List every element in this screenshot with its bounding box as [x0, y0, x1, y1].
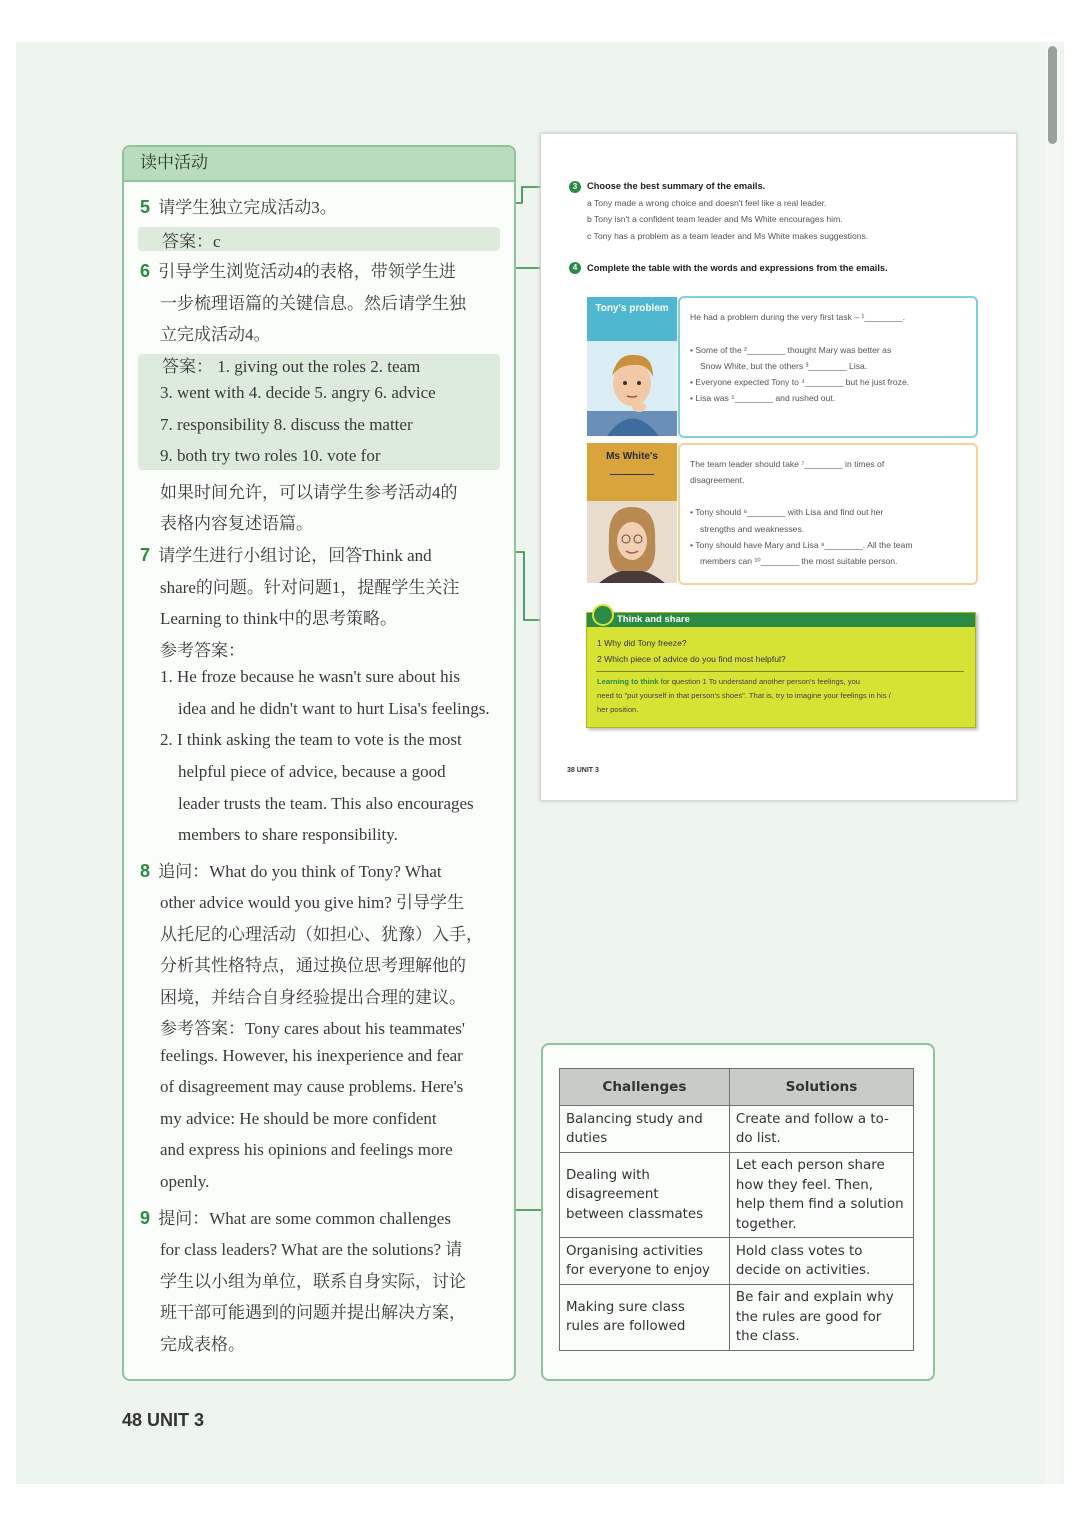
ms-white-photo	[587, 501, 677, 583]
challenges-solutions-table	[559, 1068, 914, 1351]
table-row	[560, 1238, 914, 1285]
item-6-answer-1: 答案： 1. giving out the roles 2. team	[162, 357, 421, 376]
item-7-answer-1: 1. He froze because he wasn't sure about his	[160, 667, 460, 686]
item-6-extra-2: 表格内容复述语篇。	[160, 514, 313, 533]
learning-to-think-line-1	[597, 677, 860, 686]
cell-line: Create and follow a to-	[735, 1111, 889, 1127]
tony-line-1: He had a problem during the very first task – ¹________.	[690, 312, 905, 322]
item-8-line-8: of disagreement may cause problems. Here's	[160, 1077, 464, 1096]
cell-line: the class.	[735, 1329, 800, 1344]
question-4-title: Complete the table with the words and expressions from the emails.	[587, 263, 888, 273]
think-question-2: 2 Which piece of advice do you find most helpful?	[597, 654, 786, 664]
woman-portrait-icon	[587, 501, 677, 583]
cell-line: decide on activities.	[735, 1263, 871, 1278]
blank-line	[610, 468, 654, 475]
question-3-badge: 3	[569, 181, 581, 193]
cell-line: disagreement	[566, 1187, 659, 1203]
item-6-answer-4: 9. both try two roles 10. vote for	[160, 446, 381, 465]
question-3-option-b: b Tony isn't a confident team leader and Ms White encourages him.	[587, 214, 843, 224]
tony-problem-label: Tony's problem	[587, 297, 677, 341]
ms-white-label-text: Ms White's	[606, 451, 658, 462]
solution-cell	[729, 1238, 913, 1285]
item-9-line-2: for class leaders? What are the solutions? 请	[160, 1240, 463, 1259]
item-5-answer: 答案：c	[162, 232, 221, 251]
question-4-badge: 4	[569, 262, 581, 274]
item-number: 7	[140, 545, 151, 565]
cell-line: Hold class votes to	[735, 1243, 863, 1259]
item-6-extra-1: 如果时间允许，可以请学生参考活动4的	[160, 483, 458, 502]
ms-white-label	[587, 443, 677, 501]
table-header-row	[560, 1069, 914, 1106]
item-8-line-3: 从托尼的心理活动（如担心、犹豫）入手，	[160, 925, 483, 944]
white-line-6: members can ¹⁰________ the most suitable person.	[700, 556, 898, 566]
item-6-answer-3: 7. responsibility 8. discuss the matter	[160, 415, 413, 434]
column-header-challenges: Challenges	[560, 1069, 730, 1106]
item-7-answer-2: idea and he didn't want to hurt Lisa's feelings.	[178, 699, 490, 718]
cell-line: help them find a solution	[735, 1197, 904, 1212]
question-3-option-a: a Tony made a wrong choice and doesn't feel like a real leader.	[587, 198, 827, 208]
item-8-line-1	[140, 857, 442, 882]
column-header-solutions: Solutions	[729, 1069, 913, 1106]
item-9-line-1	[140, 1204, 451, 1229]
item-7-line-2: share的问题。针对问题1，提醒学生关注	[160, 578, 460, 597]
item-7-answer-3: 2. I think asking the team to vote is the most	[160, 730, 462, 749]
learning-to-think-line-2: need to "put yourself in that person's shoes". That is, try to imagine your feelings in his /	[597, 691, 891, 700]
item-8-line-6: 参考答案：Tony cares about his teammates'	[160, 1019, 465, 1038]
item-9-line-4: 班干部可能遇到的问题并提出解决方案，	[160, 1303, 466, 1322]
page-footer: 48 UNIT 3	[122, 1410, 205, 1430]
table-row	[560, 1285, 914, 1351]
item-8-line-10: and express his opinions and feelings more	[160, 1140, 453, 1159]
think-question-1: 1 Why did Tony freeze?	[597, 638, 687, 648]
cell-line: between classmates	[566, 1206, 704, 1222]
solution-cell	[729, 1106, 913, 1153]
item-text: 请学生独立完成活动3。	[158, 198, 337, 217]
tony-line-4: • Everyone expected Tony to ⁴________ but he just froze.	[690, 377, 910, 387]
cell-line: duties	[566, 1131, 608, 1146]
item-7-answer-4: helpful piece of advice, because a good	[178, 762, 446, 781]
panel-title: 读中活动	[124, 147, 514, 182]
white-line-2: disagreement.	[690, 475, 745, 485]
cell-line: for everyone to enjoy	[566, 1263, 710, 1278]
item-text: 追问：What do you think of Tony? What	[158, 862, 442, 881]
cell-line: how they feel. Then,	[735, 1177, 874, 1193]
cell-line: together.	[735, 1216, 797, 1232]
tony-line-2: • Some of the ²________ thought Mary was better as	[690, 345, 892, 355]
textbook-page-footer: 38 UNIT 3	[567, 767, 599, 774]
boy-portrait-icon	[587, 341, 677, 436]
item-8-line-2: other advice would you give him? 引导学生	[160, 893, 465, 912]
item-8-line-11: openly.	[160, 1172, 210, 1191]
cell-line: Let each person share	[735, 1158, 885, 1173]
challenge-cell	[560, 1106, 730, 1153]
item-number: 8	[140, 861, 151, 881]
item-text: 提问：What are some common challenges	[158, 1209, 451, 1228]
white-line-1: The team leader should take ⁷________ in times of	[690, 459, 885, 469]
item-7-line-3: Learning to think中的思考策略。	[160, 609, 398, 628]
tony-line-5: • Lisa was ⁵________ and rushed out.	[690, 393, 836, 403]
cell-line: the rules are good for	[735, 1309, 882, 1325]
item-8-line-9: my advice: He should be more confident	[160, 1109, 437, 1128]
question-3-option-c: c Tony has a problem as a team leader and Ms White makes suggestions.	[587, 231, 869, 241]
item-7-line-1	[140, 541, 432, 566]
white-line-3: • Tony should ⁸________ with Lisa and find out her	[690, 507, 884, 517]
white-line-4: strengths and weaknesses.	[700, 524, 805, 534]
item-7-answer-6: members to share responsibility.	[178, 825, 398, 844]
item-6-line-1	[140, 257, 456, 282]
item-8-line-5: 困境，并结合自身经验提出合理的建议。	[160, 988, 466, 1007]
think-and-share-title: Think and share	[587, 613, 975, 627]
cell-line: Making sure class	[566, 1299, 685, 1315]
cell-line: Organising activities	[566, 1243, 704, 1259]
think-and-share-box	[586, 612, 976, 728]
table-row	[560, 1153, 914, 1238]
lightbulb-icon	[592, 604, 614, 626]
divider	[596, 671, 964, 672]
solution-cell	[729, 1153, 913, 1238]
item-number: 9	[140, 1208, 151, 1228]
learning-to-think-label: Learning to think	[597, 677, 659, 686]
white-line-5: • Tony should have Mary and Lisa ⁹________. All the team	[690, 540, 913, 550]
item-6-line-3: 立完成活动4。	[160, 325, 271, 344]
item-text: 引导学生浏览活动4的表格，带领学生进	[158, 262, 456, 281]
item-8-line-7: feelings. However, his inexperience and fear	[160, 1046, 463, 1065]
item-6-answer-2: 3. went with 4. decide 5. angry 6. advice	[160, 383, 436, 402]
cell-line: Balancing study and	[566, 1111, 703, 1127]
cell-line: Dealing with	[566, 1167, 650, 1183]
item-9-line-5: 完成表格。	[160, 1335, 245, 1354]
item-6-line-2: 一步梳理语篇的关键信息。然后请学生独	[160, 294, 466, 313]
item-number: 6	[140, 261, 151, 281]
item-number: 5	[140, 197, 151, 217]
teacher-notes-panel	[122, 145, 516, 1381]
tony-photo	[587, 341, 677, 436]
item-5	[140, 193, 337, 218]
cell-line: do list.	[735, 1131, 781, 1146]
table-row	[560, 1106, 914, 1153]
challenge-cell	[560, 1153, 730, 1238]
challenge-cell	[560, 1238, 730, 1285]
cell-line: Be fair and explain why	[735, 1290, 894, 1305]
item-text: 请学生进行小组讨论，回答Think and	[158, 546, 432, 565]
tony-line-3: Snow White, but the others ³________ Lisa.	[700, 361, 868, 371]
solution-cell	[729, 1285, 913, 1351]
question-3-title: Choose the best summary of the emails.	[587, 181, 766, 191]
learning-to-think-text: for question 1 To understand another person's feelings, you	[660, 677, 861, 686]
item-7-answer-5: leader trusts the team. This also encourages	[178, 794, 474, 813]
cell-line: rules are followed	[566, 1319, 686, 1335]
learning-to-think-line-3: her position.	[597, 705, 639, 714]
item-9-line-3: 学生以小组为单位，联系自身实际，讨论	[160, 1272, 466, 1291]
item-7-line-4: 参考答案：	[160, 641, 245, 660]
challenge-cell	[560, 1285, 730, 1351]
item-8-line-4: 分析其性格特点，通过换位思考理解他的	[160, 956, 466, 975]
